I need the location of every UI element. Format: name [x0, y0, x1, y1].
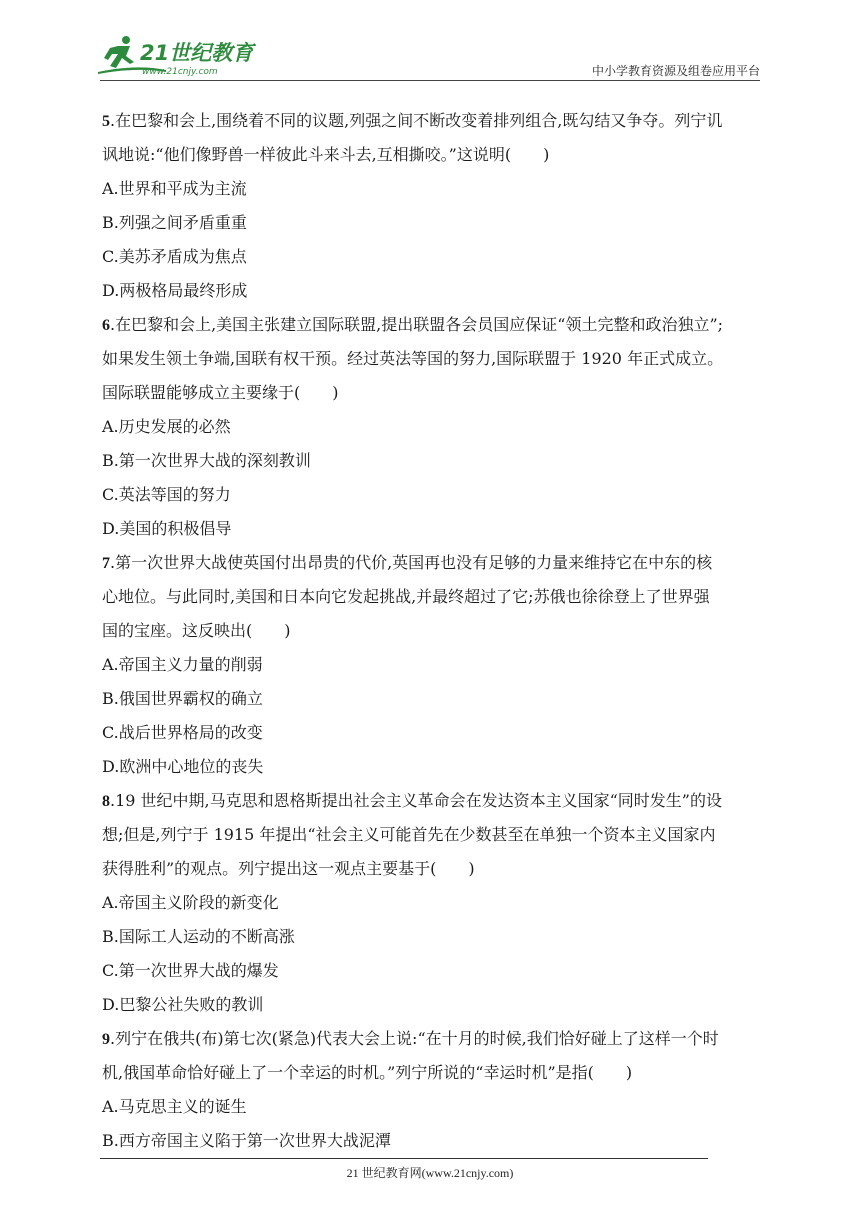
question-stem-line: [102, 342, 766, 376]
question-stem-line: [102, 614, 766, 648]
question-number: 8: [102, 793, 110, 810]
answer-option[interactable]: B.西方帝国主义陷于第一次世界大战泥潭: [102, 1131, 391, 1150]
question-stem-line: [102, 784, 766, 818]
answer-option[interactable]: B.列强之间矛盾重重: [102, 213, 247, 232]
question-stem-text: 获得胜利”的观点。列宁提出这一观点主要基于( ): [102, 859, 475, 878]
logo-url: www.21cnjy.com: [142, 67, 218, 77]
answer-option[interactable]: A.马克思主义的诞生: [102, 1097, 247, 1116]
question-6: [102, 308, 766, 546]
answer-option[interactable]: B.国际工人运动的不断高涨: [102, 927, 295, 946]
question-number: 5: [102, 113, 110, 130]
question-stem-line: [102, 818, 766, 852]
answer-option[interactable]: D.两极格局最终形成: [102, 281, 248, 300]
question-list: [102, 104, 766, 1158]
answer-option[interactable]: C.第一次世界大战的爆发: [102, 961, 279, 980]
header-tagline: 中小学教育资源及组卷应用平台: [591, 64, 760, 78]
question-stem-text: 心地位。与此同时,美国和日本向它发起挑战,并最终超过了它;苏俄也徐徐登上了世界强: [102, 587, 710, 606]
question-stem-text: .列宁在俄共(布)第七次(紧急)代表大会上说:“在十月的时候,我们恰好碰上了这样一个时: [110, 1029, 719, 1048]
question-stem-text: .在巴黎和会上,围绕着不同的议题,列强之间不断改变着排列组合,既勾结又争夺。列宁讥: [110, 111, 723, 130]
question-8: [102, 784, 766, 1022]
answer-option[interactable]: D.巴黎公社失败的教训: [102, 995, 264, 1014]
answer-option[interactable]: B.第一次世界大战的深刻教训: [102, 451, 311, 470]
question-stem-text: .19 世纪中期,马克思和恩格斯提出社会主义革命会在发达资本主义国家“同时发生”的设: [110, 791, 722, 810]
question-stem-line: [102, 104, 766, 138]
page-header: [0, 0, 860, 86]
question-number: 9: [102, 1031, 110, 1048]
question-stem-text: 讽地说:“他们像野兽一样彼此斗来斗去,互相撕咬。”这说明( ): [102, 145, 550, 164]
question-number: 7: [102, 555, 110, 572]
question-stem-line: [102, 546, 766, 580]
answer-option[interactable]: A.世界和平成为主流: [102, 179, 247, 198]
answer-option[interactable]: A.帝国主义力量的削弱: [102, 655, 263, 674]
question-stem-line: [102, 1022, 766, 1056]
question-stem-line: [102, 1056, 766, 1090]
logo-brand: 21世纪教育: [140, 41, 254, 65]
question-stem-text: 如果发生领土争端,国联有权干预。经过英法等国的努力,国际联盟于 1920 年正式成立。: [102, 349, 724, 368]
answer-option[interactable]: C.战后世界格局的改变: [102, 723, 263, 742]
answer-option[interactable]: A.历史发展的必然: [102, 417, 231, 436]
question-number: 6: [102, 317, 110, 334]
answer-option[interactable]: D.美国的积极倡导: [102, 519, 232, 538]
question-stem-line: [102, 138, 766, 172]
question-9: [102, 1022, 766, 1158]
question-stem-text: .第一次世界大战使英国付出昂贵的代价,英国再也没有足够的力量来维持它在中东的核: [110, 553, 713, 572]
header-divider: [100, 80, 760, 81]
question-5: [102, 104, 766, 308]
footer-divider: [100, 1158, 708, 1159]
question-stem-line: [102, 580, 766, 614]
footer-text: 21 世纪教育网(www.21cnjy.com): [346, 1166, 514, 1180]
question-stem-text: 国际联盟能够成立主要缘于( ): [102, 383, 339, 402]
question-stem-text: 想;但是,列宁于 1915 年提出“社会主义可能首先在少数甚至在单独一个资本主义国家内: [102, 825, 716, 844]
logo-21cnjy: [96, 34, 266, 78]
question-7: [102, 546, 766, 784]
question-stem-line: [102, 376, 766, 410]
question-stem-text: .在巴黎和会上,美国主张建立国际联盟,提出联盟各会员国应保证“领土完整和政治独立”;: [110, 315, 724, 334]
question-stem-line: [102, 852, 766, 886]
answer-option[interactable]: D.欧洲中心地位的丧失: [102, 757, 264, 776]
answer-option[interactable]: C.英法等国的努力: [102, 485, 231, 504]
question-stem-line: [102, 308, 766, 342]
answer-option[interactable]: C.美苏矛盾成为焦点: [102, 247, 247, 266]
answer-option[interactable]: B.俄国世界霸权的确立: [102, 689, 263, 708]
answer-option[interactable]: A.帝国主义阶段的新变化: [102, 893, 279, 912]
question-stem-text: 国的宝座。这反映出( ): [102, 621, 291, 640]
question-stem-text: 机,俄国革命恰好碰上了一个幸运的时机。”列宁所说的“幸运时机”是指( ): [102, 1063, 633, 1082]
